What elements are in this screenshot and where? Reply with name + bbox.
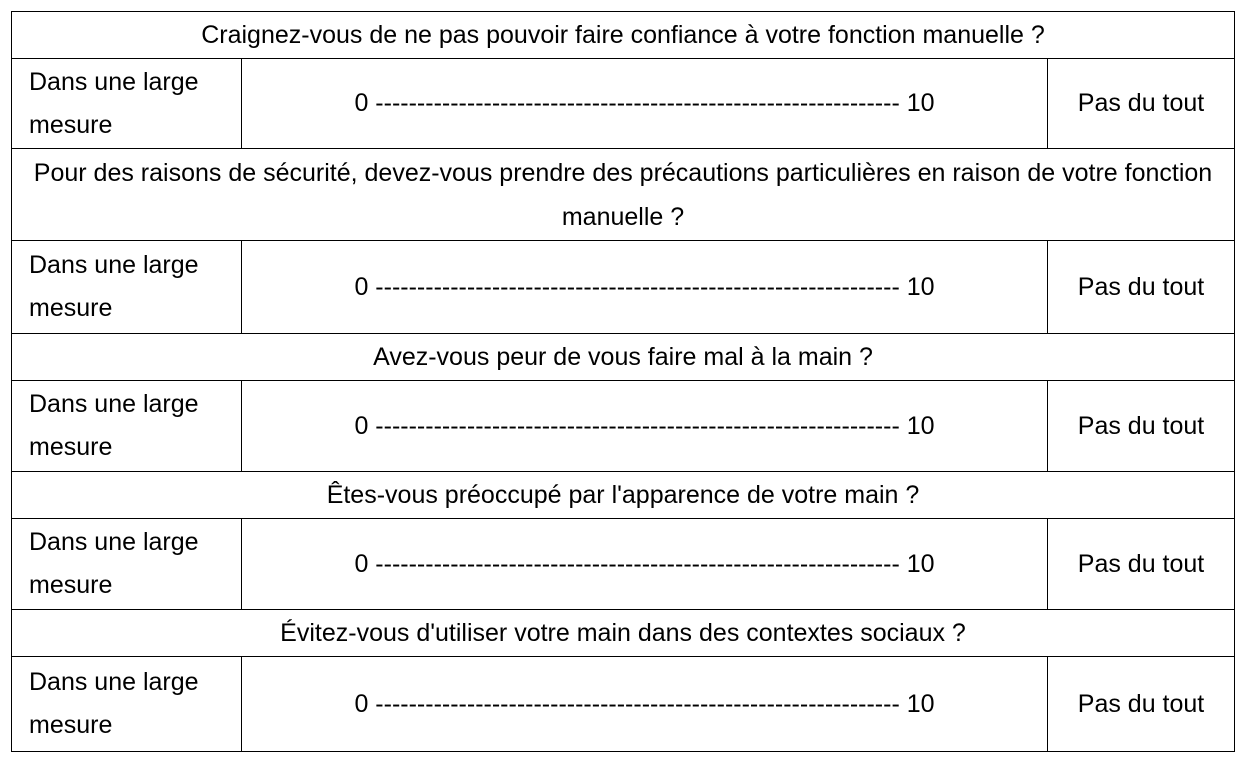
label-low: Dans une large mesure xyxy=(12,657,242,752)
question-text: Avez-vous peur de vous faire mal à la main ? xyxy=(12,334,1235,381)
rating-row xyxy=(12,657,1235,752)
question-row xyxy=(12,472,1235,519)
scale-max: 10 xyxy=(906,549,935,578)
question-text: Pour des raisons de sécurité, devez-vous prendre des précautions particulières en raison de votre fonction manuelle ? xyxy=(12,149,1235,241)
label-high: Pas du tout xyxy=(1048,241,1235,334)
question-row xyxy=(12,610,1235,657)
rating-row xyxy=(12,241,1235,334)
question-text: Craignez-vous de ne pas pouvoir faire confiance à votre fonction manuelle ? xyxy=(12,12,1235,59)
label-high: Pas du tout xyxy=(1048,519,1235,610)
scale-line: --------------------------------------------------------------- xyxy=(375,689,900,718)
label-high: Pas du tout xyxy=(1048,657,1235,752)
label-low: Dans une large mesure xyxy=(12,381,242,472)
question-row xyxy=(12,149,1235,241)
scale-min: 0 xyxy=(354,272,369,301)
label-low: Dans une large mesure xyxy=(12,59,242,149)
scale-min: 0 xyxy=(354,549,369,578)
scale-line: --------------------------------------------------------------- xyxy=(375,411,900,440)
rating-scale[interactable] xyxy=(242,241,1048,334)
question-text: Êtes-vous préoccupé par l'apparence de votre main ? xyxy=(12,472,1235,519)
scale-min: 0 xyxy=(354,89,369,117)
label-high: Pas du tout xyxy=(1048,381,1235,472)
scale-line: --------------------------------------------------------------- xyxy=(375,549,900,578)
rating-row xyxy=(12,381,1235,472)
question-text: Évitez-vous d'utiliser votre main dans des contextes sociaux ? xyxy=(12,610,1235,657)
scale-max: 10 xyxy=(906,272,935,301)
rating-row xyxy=(12,59,1235,149)
scale-max: 10 xyxy=(906,89,935,117)
rating-scale[interactable] xyxy=(242,657,1048,752)
question-row xyxy=(12,12,1235,59)
label-low: Dans une large mesure xyxy=(12,241,242,334)
scale-min: 0 xyxy=(354,689,369,718)
scale-line: --------------------------------------------------------------- xyxy=(375,272,900,301)
scale-max: 10 xyxy=(906,411,935,440)
scale-min: 0 xyxy=(354,411,369,440)
rating-row xyxy=(12,519,1235,610)
question-row xyxy=(12,334,1235,381)
label-high: Pas du tout xyxy=(1048,59,1235,149)
rating-scale[interactable] xyxy=(242,381,1048,472)
label-low: Dans une large mesure xyxy=(12,519,242,610)
rating-scale[interactable] xyxy=(242,519,1048,610)
scale-max: 10 xyxy=(906,689,935,718)
questionnaire-table xyxy=(11,11,1235,752)
scale-line: --------------------------------------------------------------- xyxy=(375,89,900,117)
rating-scale[interactable] xyxy=(242,59,1048,149)
